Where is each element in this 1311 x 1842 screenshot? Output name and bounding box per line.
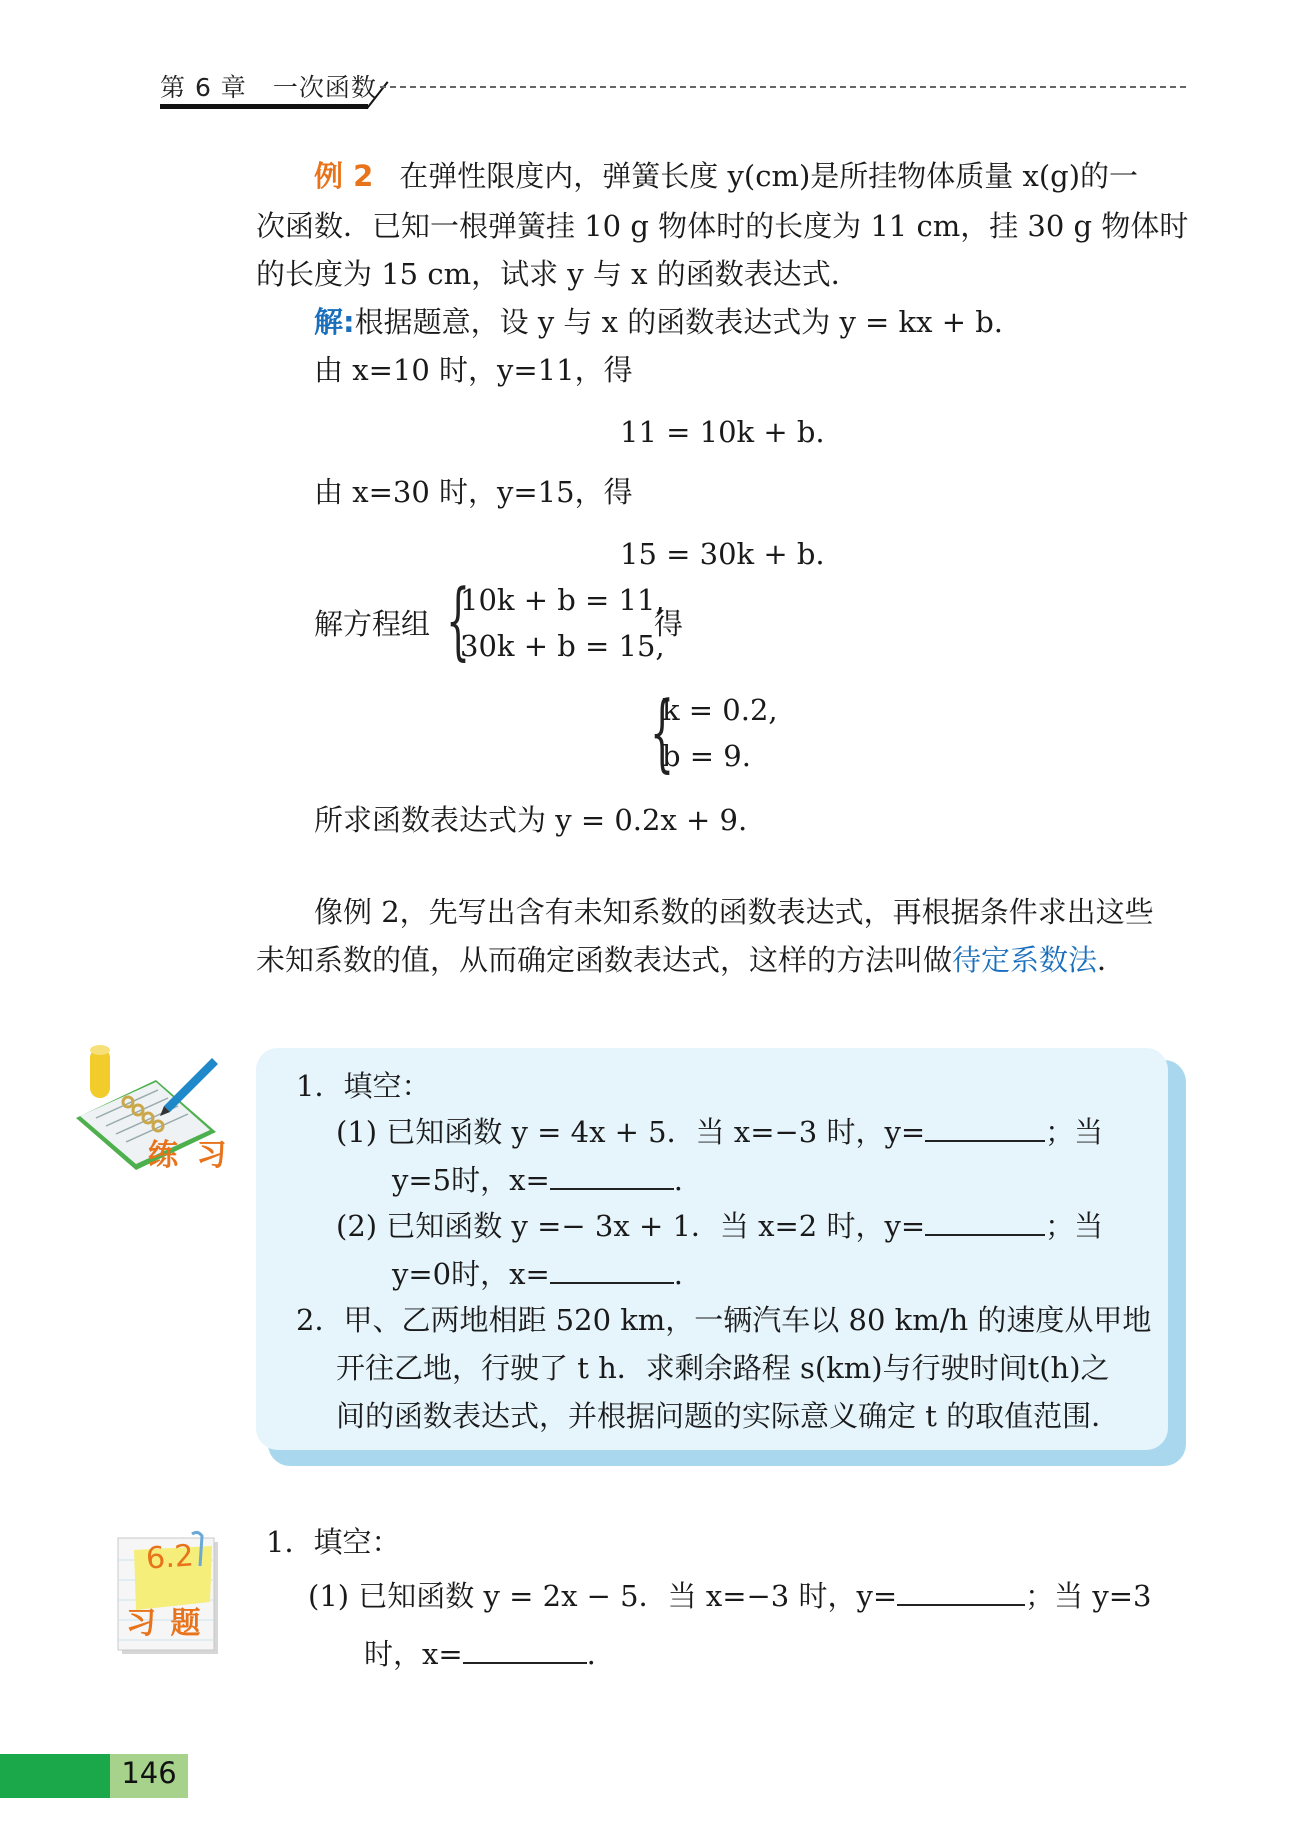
period: . <box>586 1637 596 1671</box>
practice-q2-line-1: 2．甲、乙两地相距 520 km，一辆汽车以 80 km/h 的速度从甲地 <box>296 1303 1152 1337</box>
practice-q1-2-cont <box>392 1250 683 1298</box>
practice-q1-1-text-b: ；当 <box>1045 1115 1104 1149</box>
homework-q1-1 <box>308 1572 1152 1620</box>
homework-q1-title: 1．填空： <box>266 1525 401 1559</box>
key-term: 待定系数法 <box>952 943 1098 977</box>
practice-q1-1-text: (1) 已知函数 y = 4x + 5．当 x=−3 时，y= <box>336 1115 926 1149</box>
practice-q1-1-cont <box>392 1156 683 1204</box>
example-line-2: 次函数．已知一根弹簧挂 10 g 物体时的长度为 11 cm，挂 30 g 物体时 <box>256 209 1189 243</box>
solution-step-2: 由 x=30 时，y=15，得 <box>314 475 633 509</box>
solution-intro: 根据题意，设 y 与 x 的函数表达式为 y = kx + b. <box>354 305 1004 339</box>
practice-q1-title: 1．填空： <box>296 1069 431 1103</box>
answer-blank[interactable] <box>925 1108 1045 1142</box>
practice-q2-line-2: 开往乙地，行驶了 t h．求剩余路程 s(km)与行驶时间t(h)之 <box>336 1351 1110 1385</box>
homework-q1-1-cont <box>364 1630 596 1678</box>
chapter-title: 一次函数 <box>272 73 377 102</box>
method-line-1: 像例 2，先写出含有未知系数的函数表达式，再根据条件求出这些 <box>314 895 1154 929</box>
practice-label: 练 习 <box>148 1138 231 1173</box>
answer-blank[interactable] <box>463 1630 587 1664</box>
chapter-header <box>160 68 377 104</box>
homework-q1-1-text: (1) 已知函数 y = 2x − 5．当 x=−3 时，y= <box>308 1579 898 1613</box>
method-end: ． <box>1097 943 1127 977</box>
practice-q1-1-text-c: y=5时，x= <box>392 1163 550 1197</box>
example-text-1: 在弹性限度内，弹簧长度 y(cm)是所挂物体质量 x(g)的一 <box>399 159 1139 193</box>
equation-2: 15 = 30k + b. <box>620 537 825 571</box>
homework-q1-1-text-c: 时，x= <box>364 1637 463 1671</box>
answer-blank[interactable] <box>550 1156 674 1190</box>
homework-q1-1-text-b: ；当 y=3 <box>1025 1579 1152 1613</box>
solution-step-1: 由 x=10 时，y=11，得 <box>314 353 633 387</box>
header-underline <box>160 104 368 109</box>
answer-blank[interactable] <box>550 1250 674 1284</box>
method-line-2 <box>256 936 1126 984</box>
practice-q1-2-text-b: ；当 <box>1045 1209 1104 1243</box>
example-label: 例 2 <box>314 159 374 193</box>
answer-blank[interactable] <box>925 1202 1045 1236</box>
chapter-number: 第 6 章 <box>160 73 247 102</box>
homework-badge-number: 6.2 <box>144 1538 195 1577</box>
solution-intro-line <box>314 298 1003 346</box>
system-suffix: 得 <box>654 607 684 641</box>
method-text: 未知系数的值，从而确定函数表达式，这样的方法叫做 <box>256 943 953 977</box>
result-line-2: b = 9. <box>662 739 751 773</box>
header-dashed-line <box>380 86 1186 88</box>
result-brace: { <box>650 683 675 781</box>
homework-badge-label: 习 题 <box>126 1606 203 1641</box>
system-brace: { <box>446 571 471 669</box>
answer-blank[interactable] <box>897 1572 1025 1606</box>
example-line-3: 的长度为 15 cm，试求 y 与 x 的函数表达式． <box>256 257 860 291</box>
practice-q1-2-text: (2) 已知函数 y =− 3x + 1．当 x=2 时，y= <box>336 1209 926 1243</box>
system-prefix: 解方程组 <box>314 607 431 641</box>
system-line-1: 10k + b = 11, <box>460 583 665 617</box>
solution-conclusion: 所求函数表达式为 y = 0.2x + 9. <box>314 803 748 837</box>
page-number: 146 <box>121 1756 177 1790</box>
example-line-1 <box>314 152 1138 200</box>
footer-green-bar <box>0 1754 110 1798</box>
practice-q2-line-3: 间的函数表达式，并根据问题的实际意义确定 t 的取值范围． <box>336 1399 1121 1433</box>
period: . <box>673 1257 684 1291</box>
equation-1: 11 = 10k + b. <box>620 415 825 449</box>
solution-label: 解: <box>314 305 355 339</box>
result-line-1: k = 0.2, <box>662 693 778 727</box>
practice-q1-1 <box>336 1108 1103 1156</box>
practice-q1-2-text-c: y=0时，x= <box>392 1257 550 1291</box>
system-line-2: 30k + b = 15, <box>460 629 665 663</box>
period: . <box>673 1163 684 1197</box>
practice-q1-2 <box>336 1202 1103 1250</box>
